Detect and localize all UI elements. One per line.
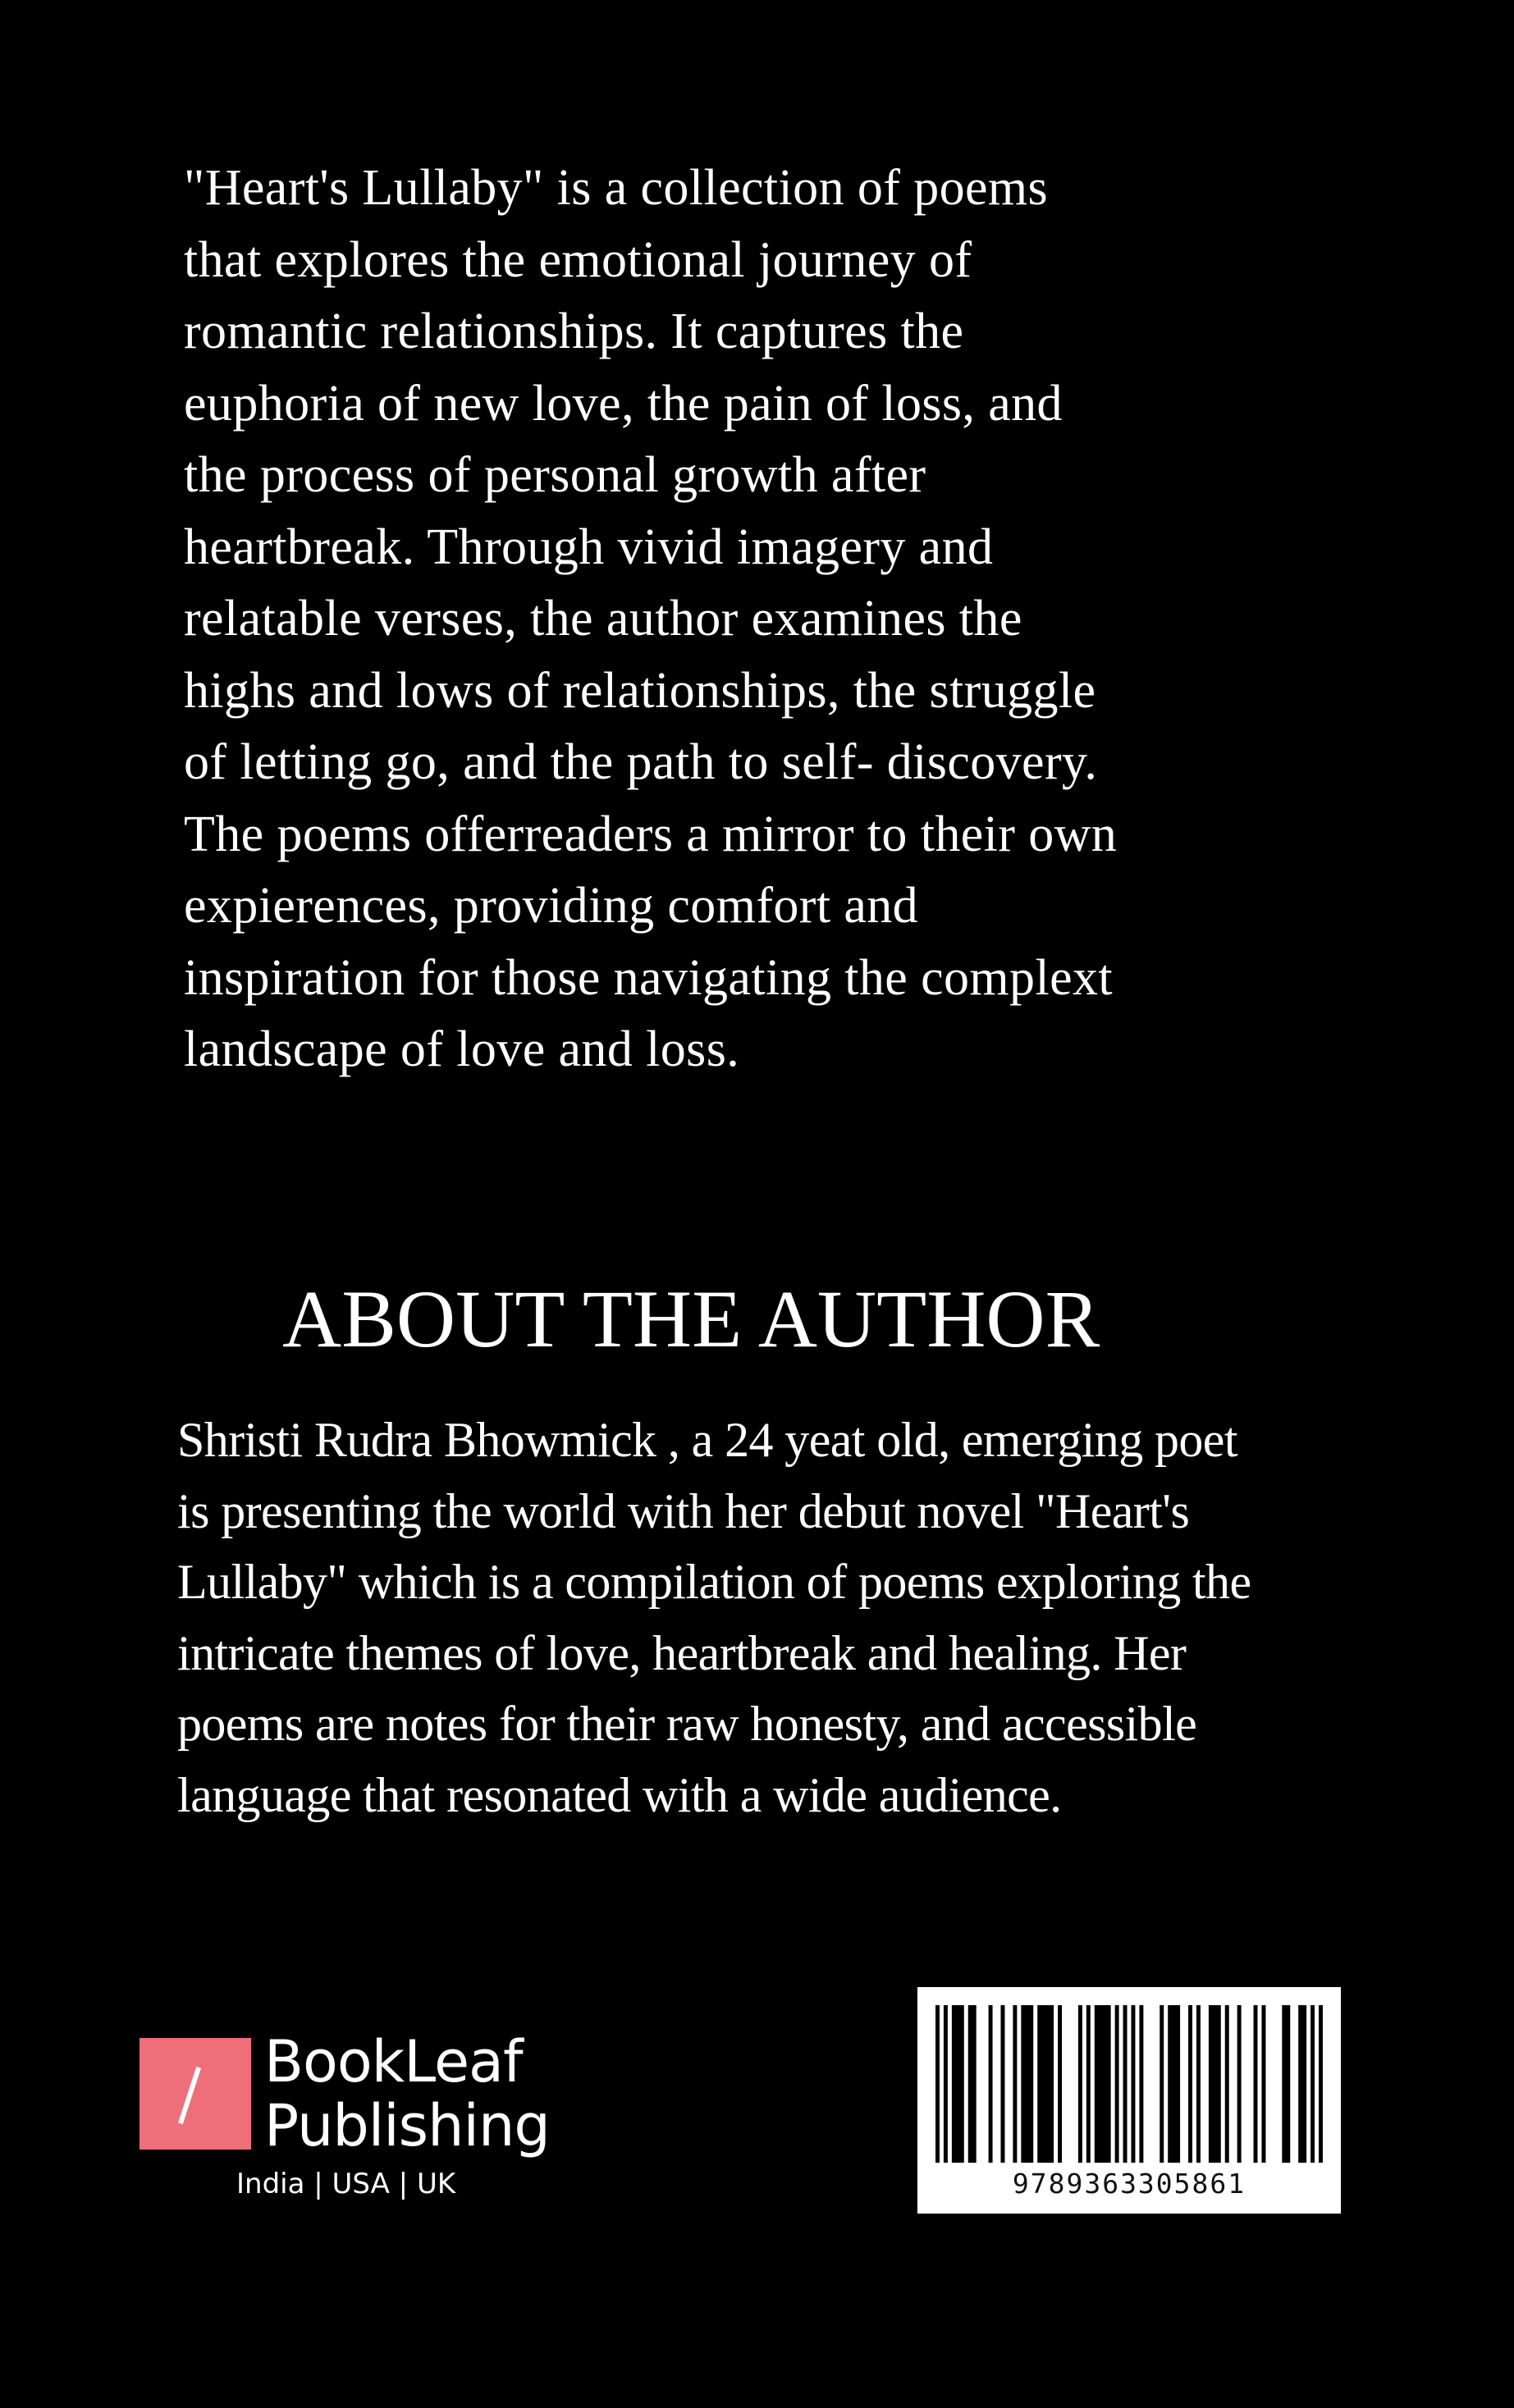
bio-line: language that resonated with a wide audience. [177, 1767, 1062, 1822]
barcode-bar [1139, 2005, 1143, 2163]
publisher-logo [140, 2030, 566, 2218]
barcode-bar [1254, 2005, 1258, 2163]
barcode-bars [935, 2005, 1323, 2163]
barcode-bar [968, 2005, 977, 2163]
barcode-bar [1168, 2005, 1180, 2163]
barcode-bar [1282, 2005, 1290, 2163]
blurb-line: relatable verses, the author examines the [184, 591, 1022, 647]
blurb-line: the process of personal growth after [184, 447, 926, 503]
barcode-bar [1310, 2005, 1315, 2163]
barcode-bar [1225, 2005, 1229, 2163]
barcode-bar [1319, 2005, 1323, 2163]
bio-line: intricate themes of love, heartbreak and healing. Her [177, 1625, 1187, 1680]
barcode-bar [1000, 2005, 1004, 2163]
barcode-bar [1131, 2005, 1135, 2163]
barcode-bar [1209, 2005, 1221, 2163]
barcode-bar [1013, 2005, 1017, 2163]
barcode-bar [1298, 2005, 1306, 2163]
barcode-bar [1095, 2005, 1111, 2163]
barcode-bar [935, 2005, 940, 2163]
barcode-bar [1021, 2005, 1033, 2163]
blurb-line: romantic relationships. It captures the [184, 304, 964, 359]
bio-line: Lullaby" which is a compilation of poems exploring the [177, 1555, 1251, 1609]
barcode-bar [1237, 2005, 1242, 2163]
barcode-bar [1188, 2005, 1192, 2163]
publisher-name-line1: BookLeaf [264, 2028, 523, 2095]
blurb-line: expierences, providing comfort and [184, 878, 919, 934]
isbn-barcode [917, 1987, 1341, 2214]
publisher-regions: India | USA | UK [236, 2168, 456, 2200]
bio-line: Shristi Rudra Bhowmick , a 24 yeat old, emerging poet [177, 1413, 1237, 1467]
blurb-line: inspiration for those navigating the complext [184, 949, 1114, 1006]
isbn-number: 9789363305861 [1012, 2168, 1246, 2200]
about-author-heading: ABOUT THE AUTHOR [282, 1273, 1100, 1364]
barcode-bar [944, 2005, 948, 2163]
barcode-bar [1078, 2005, 1082, 2163]
barcode-bar [1086, 2005, 1091, 2163]
author-bio [177, 1405, 1375, 1830]
blurb-line: landscape of love and loss. [184, 1021, 740, 1077]
blurb-line: highs and lows of relationships, the struggle [184, 662, 1096, 719]
barcode-bar [1037, 2005, 1054, 2163]
barcode-bar [1160, 2005, 1164, 2163]
book-blurb [184, 153, 1349, 1086]
blurb-line: of letting go, and the path to self- discovery. [184, 734, 1098, 790]
blurb-line: "Heart's Lullaby" is a collection of poems [184, 160, 1049, 216]
blurb-line: The poems offerreaders a mirror to their own [184, 806, 1118, 862]
blurb-line: euphoria of new love, the pain of loss, and [184, 375, 1063, 432]
blurb-line: that explores the emotional journey of [184, 231, 972, 288]
bio-line: poems are notes for their raw honesty, and accessible [177, 1697, 1197, 1751]
barcode-bar [989, 2005, 993, 2163]
publisher-name-line2: Publishing [264, 2092, 550, 2159]
slash-logo-icon [140, 2038, 251, 2150]
barcode-bar [1196, 2005, 1201, 2163]
barcode-bar [952, 2005, 964, 2163]
barcode-bar [1261, 2005, 1265, 2163]
barcode-bar [1123, 2005, 1127, 2163]
barcode-bar [1058, 2005, 1062, 2163]
publisher-name [264, 2030, 550, 2158]
barcode-bar [1115, 2005, 1119, 2163]
bio-line: is presenting the world with her debut novel "Heart's [177, 1483, 1190, 1538]
blurb-line: heartbreak. Through vivid imagery and [184, 519, 994, 575]
